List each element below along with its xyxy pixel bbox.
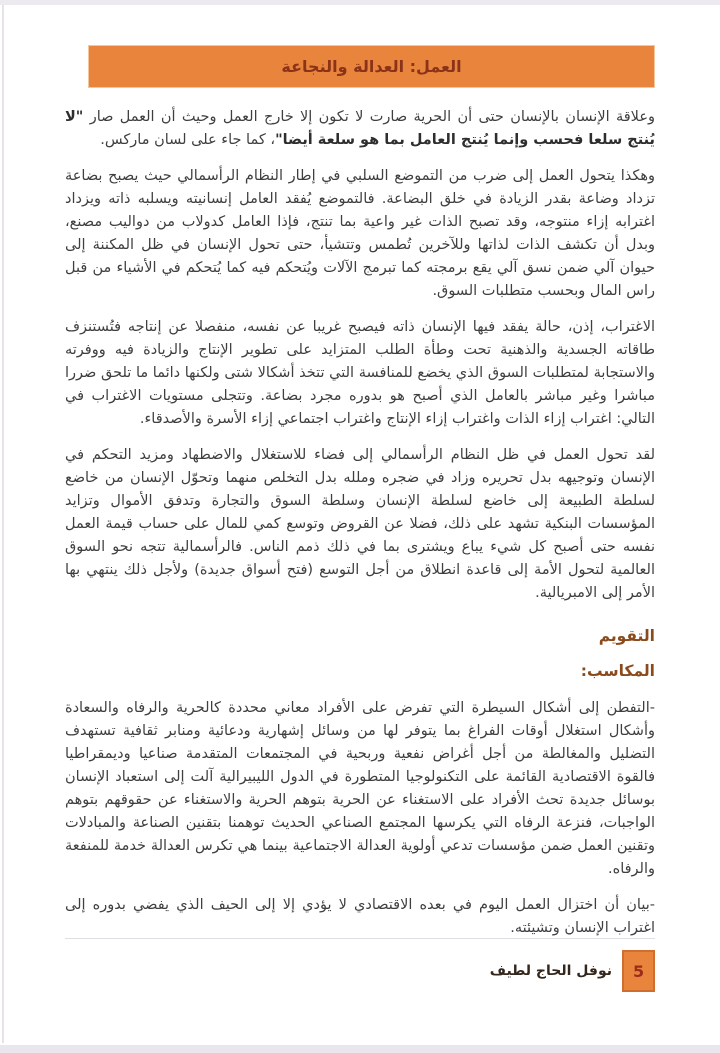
p1-normal-text: وعلاقة الإنسان بالإنسان حتى أن الحرية صارت لا تكون إلا خارج العمل وحيث أن العمل صار bbox=[83, 109, 655, 125]
footer-separator bbox=[65, 938, 655, 939]
evaluation-heading: التقويم bbox=[598, 627, 655, 645]
paragraph-marx-relation bbox=[65, 106, 655, 152]
paragraph-capitalism-exploitation: لقد تحول العمل في ظل النظام الرأسمالي إلى فضاء للاستغلال والاضطهاد ومزيد التحكم في الإنسان وتوجيهه بدل تحريره وزاد في ضجره وملله بدل التخلص منهما وتحوّل الإنسان من خاضع لسلطة الطبيعة إلى خاضع لسلطة الإنسان وسلطة السوق والتجارة وتدفق الأموال وتزايد المؤسسات البنكية تشهد على ذلك، فضلا عن القروض وتوسع كمي للمال على حساب قيمة العمل نفسه حتى أصبح كل شيء يباع ويشترى بما في ذلك ذمم الناس. فالرأسمالية تتجه نحو السوق العالمية لتحول الأمة إلى قاعدة انطلاق من أجل التوسع (فتح أسواق جديدة) ولأجل ذلك ينتهي بها الأمر إلى الامبريالية. bbox=[65, 447, 655, 601]
section-title-bar bbox=[88, 45, 655, 88]
page-number: 5 bbox=[632, 961, 645, 981]
paragraph-negative-positioning: وهكذا يتحول العمل إلى ضرب من التموضع السلبي في إطار النظام الرأسمالي حيث يصبح بضاعة تزداد وضاعة بقدر الزيادة في خلق البضاعة. فالتموضع يُفقد العامل إنسانيته ويسلبه ذاته ويزداد اغترابه إزاء منتوجه، وقد تصبح الذات غير واعية بما تنتج، فإذا العامل كدولاب من دواليب مصنع، وبدل أن تكشف الذات لذاتها وللآخرين تُطمس وتتشيأ، حتى تحول الإنسان في ظل المكننة إلى حيوان آلي ضمن نسق آلي يقع برمجته كما تبرمج الآلات ويُتحكم فيه كما يُتحكم في الأشياء من قبل راس المال وبحسب متطلبات السوق. bbox=[65, 168, 655, 299]
paragraph-work-reduction: -بيان أن اختزال العمل اليوم في بعده الاقتصادي لا يؤدي إلا إلى الحيف الذي يفضي بدوره إلى اغتراب الإنسان وتشيئته. bbox=[65, 897, 655, 936]
author-name: نوفل الحاج لطيف bbox=[489, 963, 612, 979]
photo-edge-bottom bbox=[0, 1045, 720, 1053]
footer bbox=[490, 950, 655, 992]
p1-marx-quote: "لا يُنتج سلعا فحسب وإنما يُنتج العامل بما هو سلعة أيضا" bbox=[65, 109, 655, 148]
gains-heading: المكاسب: bbox=[580, 662, 655, 680]
section-title: العمل: العدالة والنجاعة bbox=[281, 57, 462, 76]
page-number-box bbox=[622, 950, 655, 992]
photo-edge-top bbox=[0, 0, 720, 5]
p1-tail-text: ، كما جاء على لسان ماركس. bbox=[100, 132, 276, 148]
document-body bbox=[65, 106, 655, 953]
photo-edge-left bbox=[2, 5, 4, 1043]
paragraph-alienation-definition: الاغتراب، إذن، حالة يفقد فيها الإنسان ذاته فيصبح غريبا عن نفسه، منفصلا عن إنتاجه فتُستنزف طاقاته الجسدية والذهنية تحت وطأة الطلب المتزايد على تطوير الإنتاج والزيادة فيه ووفرته والاستجابة لمتطلبات السوق الذي يخضع للمنافسة التي تتخذ أشكالا شتى ولكنها دائما ما تلحق ضررا مباشرا وغير مباشر بالعامل الذي أصبح هو بدوره مجرد بضاعة. وتتجلى مستويات الاغتراب في التالي: اغتراب إزاء الذات واغتراب إزاء الإنتاج واغتراب اجتماعي إزاء الأسرة والأصدقاء. bbox=[65, 319, 655, 427]
paragraph-control-forms: -التفطن إلى أشكال السيطرة التي تفرض على الأفراد معاني محددة كالحرية والرفاه والسعادة وأشكال استغلال أوقات الفراغ بما يتوفر لها من وسائل إشهارية ودعائية ومنابر ثقافية تستهدف التضليل والمغالطة من أجل أغراض نفعية وربحية في المجتمعات المتقدمة صناعيا وديمقراطيا فالقوة الاقتصادية القائمة على التكنولوجيا المتطورة في الدول الليبيرالية آلت إلى استعباد الإنسان بوسائل جديدة تحث الأفراد على الاستغناء عن الحرية بتوهم الحرية والاستغناء عن حقوقهم بتوهم الواجبات، فنزعة الرفاه التي يكرسها المجتمع الصناعي الحديث توهمنا بتقنين الصناعة والمبادلات وتقنين العمل ضمن مؤسسات تدعي أولوية العدالة الاجتماعية بينما هي تكرس العدالة خدمة للمنفعة والرفاه. bbox=[65, 700, 655, 877]
